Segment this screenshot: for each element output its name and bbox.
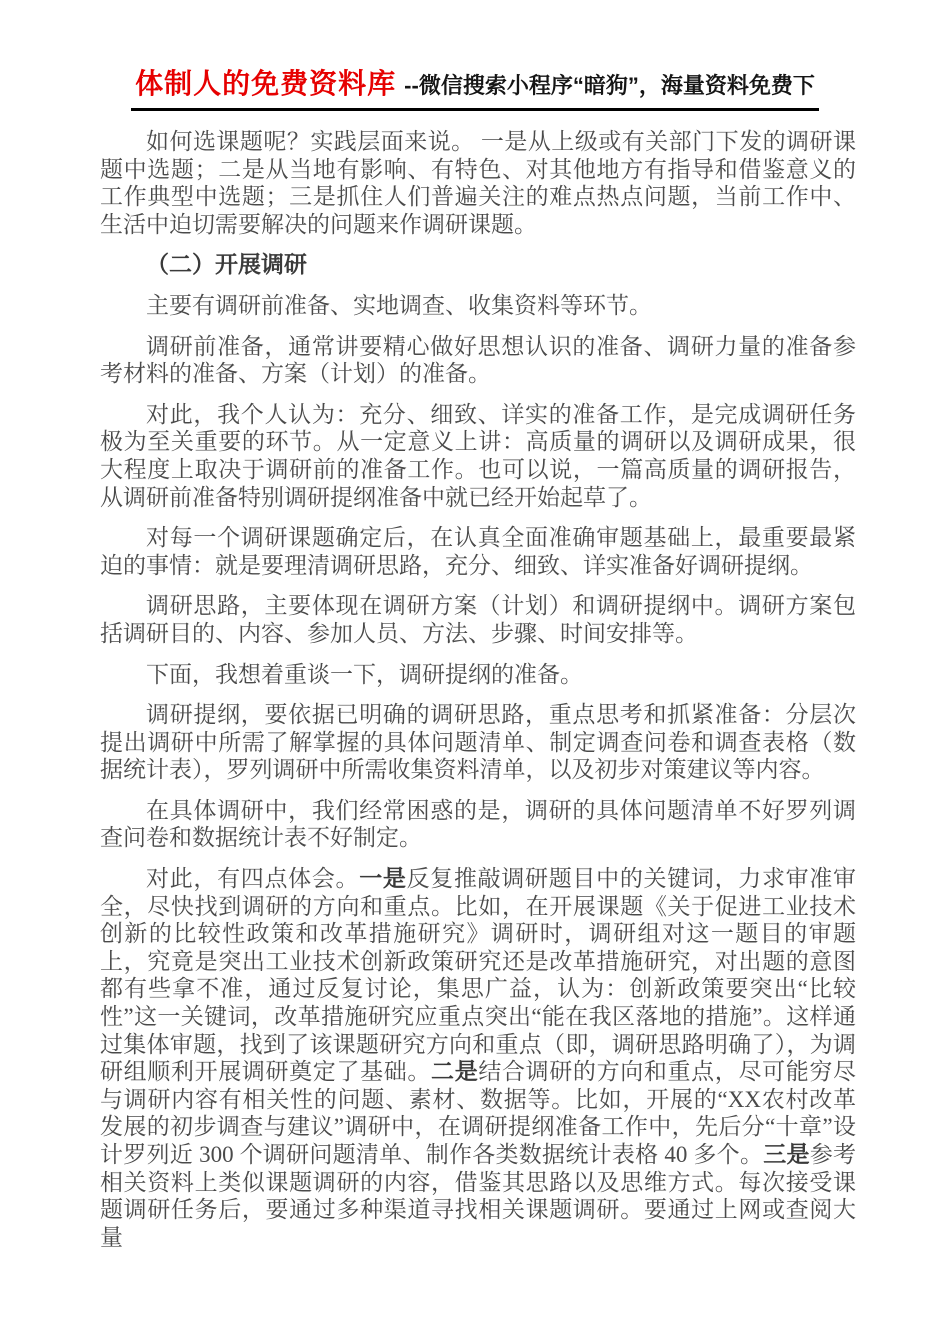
emphasis-text: （二）开展调研 <box>146 252 307 278</box>
paragraph <box>100 524 856 579</box>
paragraph <box>100 401 856 511</box>
body-text: 对每一个调研课题确定后，在认真全面准确审题基础上，最重要最紧迫的事情：就是要理清调研思路，充分、细致、详实准备好调研提纲。 <box>100 525 856 578</box>
emphasis-text: 一是 <box>359 866 407 892</box>
paragraph <box>100 797 856 852</box>
brand-title: 体制人的免费资料库 <box>135 68 397 99</box>
paragraph <box>100 592 856 647</box>
paragraph <box>100 865 856 1251</box>
paragraph <box>100 333 856 388</box>
body-text: 参考相关资料上类似课题调研的内容，借鉴其思路以及思维方式。每次接受课题调研任务后，要通过多种渠道寻找相关课题调研。要通过上网或查阅大量 <box>100 1142 856 1250</box>
header-banner <box>131 62 819 111</box>
body-text: 下面，我想着重谈一下，调研提纲的准备。 <box>146 661 583 687</box>
header-tagline: --微信搜索小程序“暗狗”，海量资料免费下 <box>404 73 815 98</box>
body-text: 在具体调研中，我们经常困惑的是，调研的具体问题清单不好罗列调查问卷和数据统计表不好制定。 <box>100 797 856 851</box>
emphasis-text: 二是 <box>431 1059 479 1085</box>
paragraph <box>100 701 856 784</box>
body-text: 反复推敲调研题目中的关键词，力求审准审全，尽快找到调研的方向和重点。比如，在开展课题《关于促进工业技术创新的比较性政策和改革措施研究》调研时，调研组对这一题目的审题上，究竟是突出工业技术创新政策研究还是改革措施研究，对出题的意图都有些拿不准，通过反复讨论，集思广益，认为：创新政策要突出“比较性”这一关键词，改革措施研究应重点突出“能在我区落地的措施”。这样通过集体审题，找到了该课题研究方向和重点（即，调研思路明确了），为调研组顺利开展调研奠定了基础。 <box>100 866 857 1085</box>
paragraph <box>100 128 856 238</box>
body-text: 调研思路，主要体现在调研方案（计划）和调研提纲中。调研方案包括调研目的、内容、参加人员、方法、步骤、时间安排等。 <box>100 593 856 646</box>
emphasis-text: 三是 <box>763 1142 810 1167</box>
page-header <box>0 62 950 111</box>
body-text: 对此，我个人认为：充分、细致、详实的准备工作，是完成调研任务极为至关重要的环节。从一定意义上讲：高质量的调研以及调研成果，很大程度上取决于调研前的准备工作。也可以说，一篇高质量的调研报告，从调研前准备特别调研提纲准备中就已经开始起草了。 <box>100 401 856 510</box>
body-text: 结合调研的方向和重点，尽可能穷尽与调研内容有相关性的问题、素材、数据等。比如，开展的“XX农村改革发展的初步调查与建议”调研中，在调研提纲准备工作中，先后分“十章”设计罗列近 300 个调研问题清单、制作各类数据统计表格 40 多个。 <box>100 1059 857 1167</box>
document-body <box>100 115 856 1264</box>
body-text: 如何选课题呢？实践层面来说。 一是从上级或有关部门下发的调研课题中选题；二是从当地有影响、有特色、对其他地方有指导和借鉴意义的工作典型中选题；三是抓住人们普遍关注的难点热点问题，当前工作中、生活中迫切需要解决的问题来作调研课题。 <box>100 129 856 237</box>
paragraph <box>100 292 856 320</box>
body-text: 调研前准备，通常讲要精心做好思想认识的准备、调研力量的准备参考材料的准备、方案（计划）的准备。 <box>100 333 856 387</box>
paragraph <box>100 661 856 689</box>
section-heading <box>100 251 856 279</box>
body-text: 主要有调研前准备、实地调查、收集资料等环节。 <box>146 292 652 318</box>
body-text: 调研提纲，要依据已明确的调研思路，重点思考和抓紧准备：分层次提出调研中所需了解掌握的具体问题清单、制定调查问卷和调查表格（数据统计表），罗列调研中所需收集资料清单，以及初步对策建议等内容。 <box>100 702 856 783</box>
body-text: 对此，有四点体会。 <box>146 866 360 892</box>
